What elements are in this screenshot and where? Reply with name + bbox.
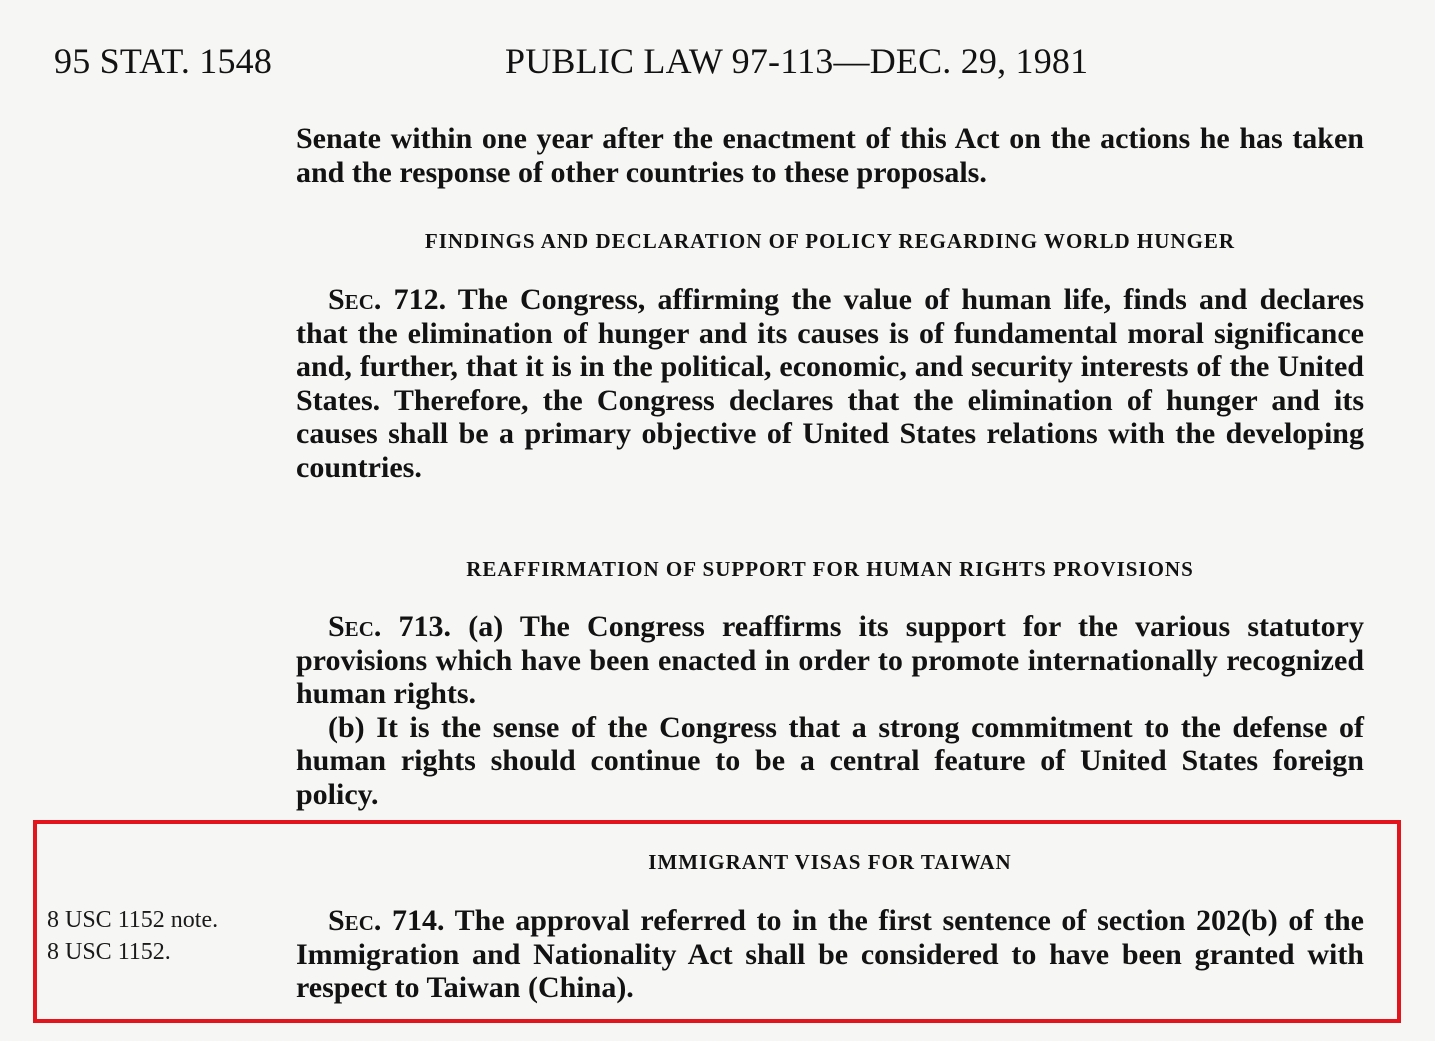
- section-heading-world-hunger: FINDINGS AND DECLARATION OF POLICY REGARDING WORLD HUNGER: [424, 229, 1236, 253]
- sec-label: Sec.: [328, 904, 382, 937]
- statute-page-reference: 95 STAT. 1548: [54, 41, 273, 81]
- section-714: [296, 904, 1364, 1005]
- continuation-text: Senate within one year after the enactment of this Act on the actions he has taken and the response of other countries to these proposals.: [296, 122, 1364, 189]
- section-heading-human-rights: REAFFIRMATION OF SUPPORT FOR HUMAN RIGHTS PROVISIONS: [466, 557, 1194, 581]
- margin-note: 8 USC 1152 note.: [47, 907, 219, 933]
- section-714-text: 714. The approval referred to in the first sentence of section 202(b) of the Immigration and Nationality Act shall be considered to have been granted with respect to Taiwan (China).: [296, 904, 1364, 1004]
- margin-notes: [47, 904, 218, 968]
- public-law-title: PUBLIC LAW 97-113—DEC. 29, 1981: [505, 41, 1089, 81]
- sec-label: Sec.: [328, 283, 382, 316]
- section-713a-text: 713. (a) The Congress reaffirms its support for the various statutory provisions which have been enacted in order to promote internationally recognized human rights.: [296, 610, 1364, 710]
- section-713: [296, 610, 1364, 811]
- sec-label: Sec.: [328, 610, 382, 643]
- section-heading-taiwan: IMMIGRANT VISAS FOR TAIWAN: [648, 850, 1012, 874]
- section-713b-text: (b) It is the sense of the Congress that a strong commitment to the defense of human rights should continue to be a central feature of United States foreign policy.: [296, 710, 1364, 811]
- section-712: [296, 283, 1364, 484]
- section-712-text: 712. The Congress, affirming the value of human life, finds and declares that the elimination of hunger and its causes is of fundamental moral significance and, further, that it is in the political, economic, and security interests of the United States. Therefore, the Congress declares that the elimination of hunger and its causes shall be a primary objective of United States relations with the developing countries.: [296, 283, 1364, 484]
- margin-note: 8 USC 1152.: [47, 939, 171, 965]
- continuation-paragraph: [296, 122, 1364, 189]
